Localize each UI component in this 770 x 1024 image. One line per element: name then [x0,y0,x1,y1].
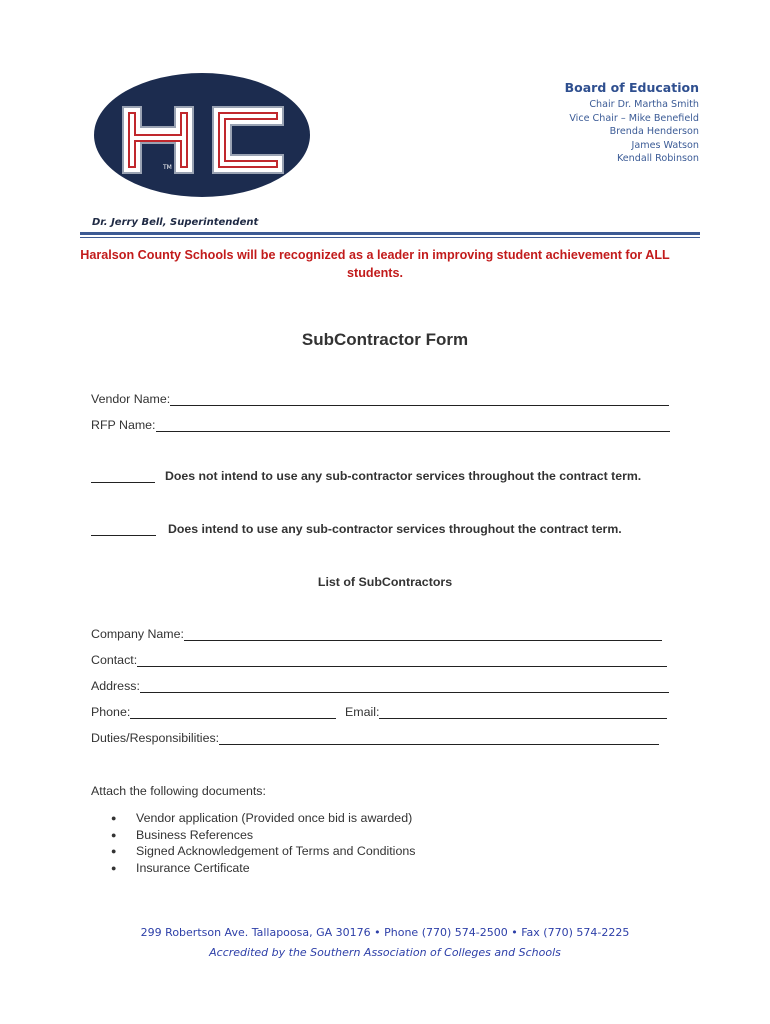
list-item: ● Vendor application (Provided once bid is awarded) [111,811,413,825]
duties-field[interactable] [219,731,659,745]
company-name-row [91,627,662,641]
list-item: ● Business References [111,827,254,842]
board-member: Chair Dr. Martha Smith [589,99,699,110]
company-name-label: Company Name: [91,627,184,641]
rfp-name-label: RFP Name: [91,418,156,432]
address-label: Address: [91,679,140,693]
list-title: List of SubContractors [317,575,453,589]
attach-title: Attach the following documents: [91,784,266,798]
phone-label: Phone: [91,705,131,719]
list-item: ● Insurance Certificate [111,860,250,875]
board-of-education [565,80,699,166]
company-name-field[interactable] [184,627,662,641]
phone-row [91,705,336,719]
address-field[interactable] [140,679,669,693]
vendor-name-label: Vendor Name: [91,392,171,406]
email-label: Email: [345,705,380,719]
vendor-name-field[interactable] [170,392,669,406]
footer-address: 299 Robertson Ave. Tallapoosa, GA 30176 • Phone (770) 574-2500 • Fax (770) 574-2225 [140,926,630,939]
option-no-subcontractor [91,469,641,483]
option-no-blank[interactable] [91,469,155,483]
option-yes-text: Does intend to use any sub-contractor services throughout the contract term. [168,522,622,536]
rfp-name-row [91,418,670,432]
contact-label: Contact: [91,653,138,667]
mission-statement: Haralson County Schools will be recognized as a leader in improving student achievement for ALL students. [80,248,670,280]
email-field[interactable] [379,705,667,719]
email-row [345,705,667,719]
vendor-name-row [91,392,669,406]
contact-row [91,653,667,667]
duties-label: Duties/Responsibilities: [91,731,220,745]
bullet-icon: ● [111,829,117,840]
footer-accreditation: Accredited by the Southern Association of Colleges and Schools [209,946,561,959]
bullet-icon: ● [111,846,117,857]
logo-text: HC [93,72,95,73]
board-member: James Watson [631,139,699,151]
board-member: Vice Chair – Mike Benefield [569,112,699,124]
superintendent: Dr. Jerry Bell, Superintendent [92,217,259,228]
board-member: Kendall Robinson [616,153,699,165]
header-divider-thin [80,237,700,238]
header-divider [80,232,700,235]
board-member: Brenda Henderson [609,126,699,138]
option-no-text: Does not intend to use any sub-contractor services throughout the contract term. [165,469,642,483]
board-title: Board of Education [564,80,699,95]
address-row [91,679,669,693]
district-logo [93,72,311,198]
bullet-icon: ● [111,813,117,823]
form-title: SubContractor Form [301,330,469,349]
list-item: ● Signed Acknowledgement of Terms and Conditions [111,844,416,859]
option-yes-blank[interactable] [91,522,156,536]
bullet-icon: ● [111,862,117,873]
rfp-name-field[interactable] [156,418,670,432]
svg-text:TM: TM [163,164,172,171]
phone-field[interactable] [130,705,336,719]
option-yes-subcontractor [91,522,622,536]
duties-row [91,731,659,745]
contact-field[interactable] [137,653,667,667]
attachment-list [111,810,415,876]
